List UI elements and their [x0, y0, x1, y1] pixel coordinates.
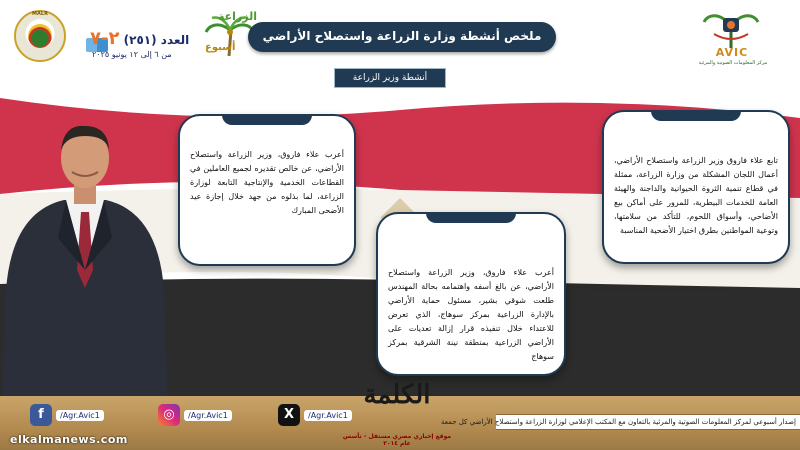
ministry-logo [14, 10, 66, 62]
header [0, 0, 800, 66]
instagram-handle: /Agr.Avic1 [184, 410, 232, 421]
facebook-link[interactable] [30, 404, 140, 428]
section-label [334, 68, 446, 88]
instagram-icon: ◎ [158, 404, 180, 426]
title-bar [248, 22, 556, 52]
news-ticker [441, 414, 800, 430]
activity-card-text: أعرب علاء فاروق، وزير الزراعة واستصلاح الأراضي، عن خالص تقديره لجميع العاملين في القطاعات الخدمية والإنتاجية التابعة لوزارة الزراعة، لما بذلوه من جهد خلال إجازة عيد الأضحى المبارك [190, 150, 344, 215]
avic-wordmark: AVIC [715, 46, 749, 59]
x-icon: X [278, 404, 300, 426]
activity-card [376, 212, 566, 376]
weekly-word-agriculture: الزراعة [218, 10, 258, 23]
activity-card-text: أعرب علاء فاروق، وزير الزراعة واستصلاح الأراضي، عن بالغ أسفه واهتمامه بحالة المهندس طلعت شوقي بشير، مسئول حماية الأراضي بالإدارة الزراعية بمركز سوهاج، الذي تعرض للاعتداء خلال تنفيذه قرار إزالة تعديات على الأراضي الزراعية بمنطقة نينة الشرقية بمركز سوهاج [388, 268, 554, 361]
page-title: ملخص أنشطة وزارة الزراعة واستصلاح الأراضي [262, 29, 542, 43]
activity-card-text: تابع علاء فاروق وزير الزراعة واستصلاح الأراضي، أعمال اللجان المشكلة من وزارة الزراعة، ممثلة في قطاع تنمية الثروة الحيوانية والداجنة والهيئة العامة للخدمات البيطرية، للمرور على أماكن بيع الأضاحي، وأسواق اللحوم، للتأكد من سلامتها، وتوعية المواطنين بطرق اختيار الأضحية المناسبة [614, 156, 778, 235]
section-label-text: أنشطة وزير الزراعة [352, 73, 428, 83]
card-tab [222, 115, 312, 125]
brand-subtitle: موقع إخباري مصري مستقل - تأسس عام ٢٠١٤ [342, 433, 452, 447]
twitter-handle: /Agr.Avic1 [304, 410, 352, 421]
issue-badge [90, 28, 189, 49]
facebook-handle: /Agr.Avic1 [56, 410, 104, 421]
activity-card [178, 114, 356, 266]
instagram-link[interactable] [158, 404, 268, 428]
weekly-word-week: أسبوع [205, 42, 236, 53]
issue-label: العدد (٢٥١) [123, 33, 190, 47]
ministry-logo-text: MALR [32, 11, 48, 17]
card-tab [651, 111, 741, 121]
avic-subtitle: مركز المعلومات الصوتية والمرئية [698, 60, 768, 66]
minister-photo [2, 120, 168, 402]
issue-number: ٢-٧ [90, 28, 120, 49]
site-url[interactable]: elkalmanews.com [10, 433, 128, 446]
card-tab [426, 213, 516, 223]
facebook-icon: f [30, 404, 52, 426]
brand-wordmark: الكلمة [363, 380, 431, 410]
ticker-text: إصدار أسبوعي لمركز المعلومات الصوتية والمرئية بالتعاون مع المكتب الإعلامي لوزارة الزراعة واستصلاح الأراضي كل جمعة [441, 418, 796, 426]
ministry-emblem-icon [28, 24, 52, 48]
activity-card [602, 110, 790, 264]
issue-dates: من ٦ إلى ١٢ يونيو ٢٠٢٥ [92, 50, 172, 59]
